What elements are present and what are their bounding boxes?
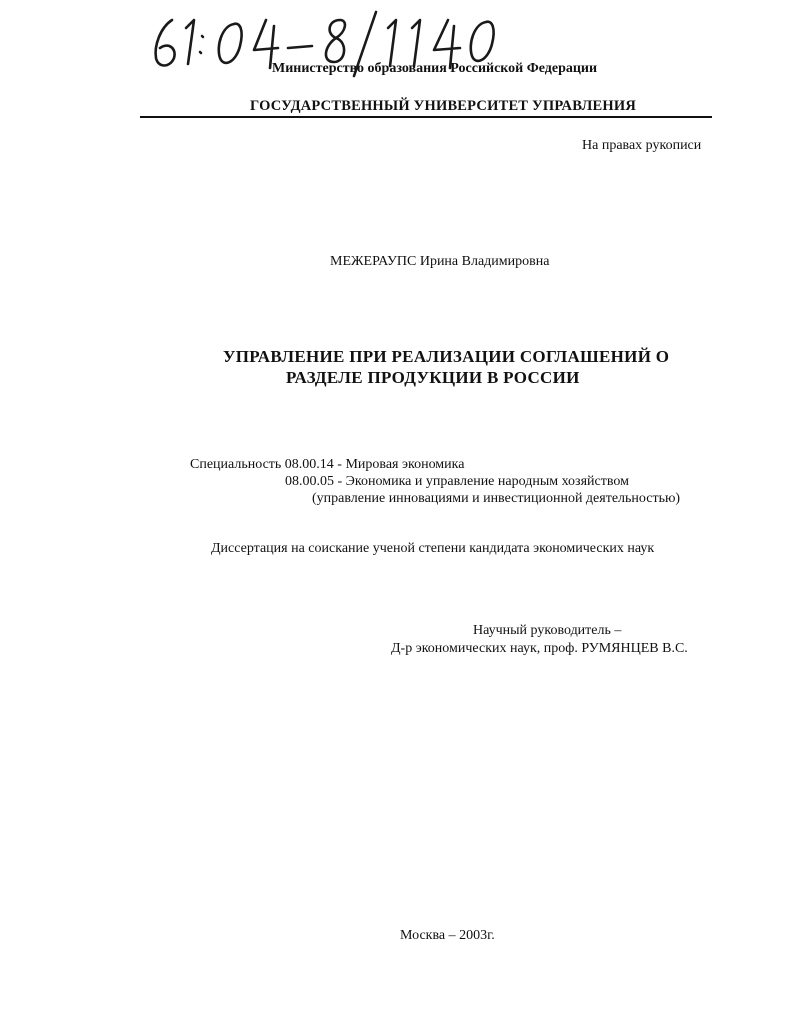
specialty-line-1: Специальность 08.00.14 - Мировая экономика (190, 457, 465, 472)
rights-note: На правах рукописи (582, 138, 702, 153)
university-name: ГОСУДАРСТВЕННЫЙ УНИВЕРСИТЕТ УПРАВЛЕНИЯ (250, 98, 637, 114)
dissertation-statement: Диссертация на соискание ученой степени кандидата экономических наук (211, 541, 655, 556)
thesis-title-line-2: РАЗДЕЛЕ ПРОДУКЦИИ В РОССИИ (286, 368, 580, 387)
header-divider (140, 116, 712, 118)
specialty-line-3: (управление инновациями и инвестиционной деятельностью) (312, 491, 681, 506)
ministry-name: Министерство образования Российской Федерации (272, 61, 598, 76)
author-name: МЕЖЕРАУПС Ирина Владимировна (330, 254, 550, 269)
thesis-title-line-1: УПРАВЛЕНИЕ ПРИ РЕАЛИЗАЦИИ СОГЛАШЕНИЙ О (223, 347, 670, 366)
specialty-line-2: 08.00.05 - Экономика и управление народным хозяйством (285, 474, 629, 489)
city-year: Москва – 2003г. (400, 928, 495, 943)
advisor-name: Д-р экономических наук, проф. РУМЯНЦЕВ В.С. (391, 641, 688, 656)
advisor-role: Научный руководитель – (473, 623, 622, 638)
